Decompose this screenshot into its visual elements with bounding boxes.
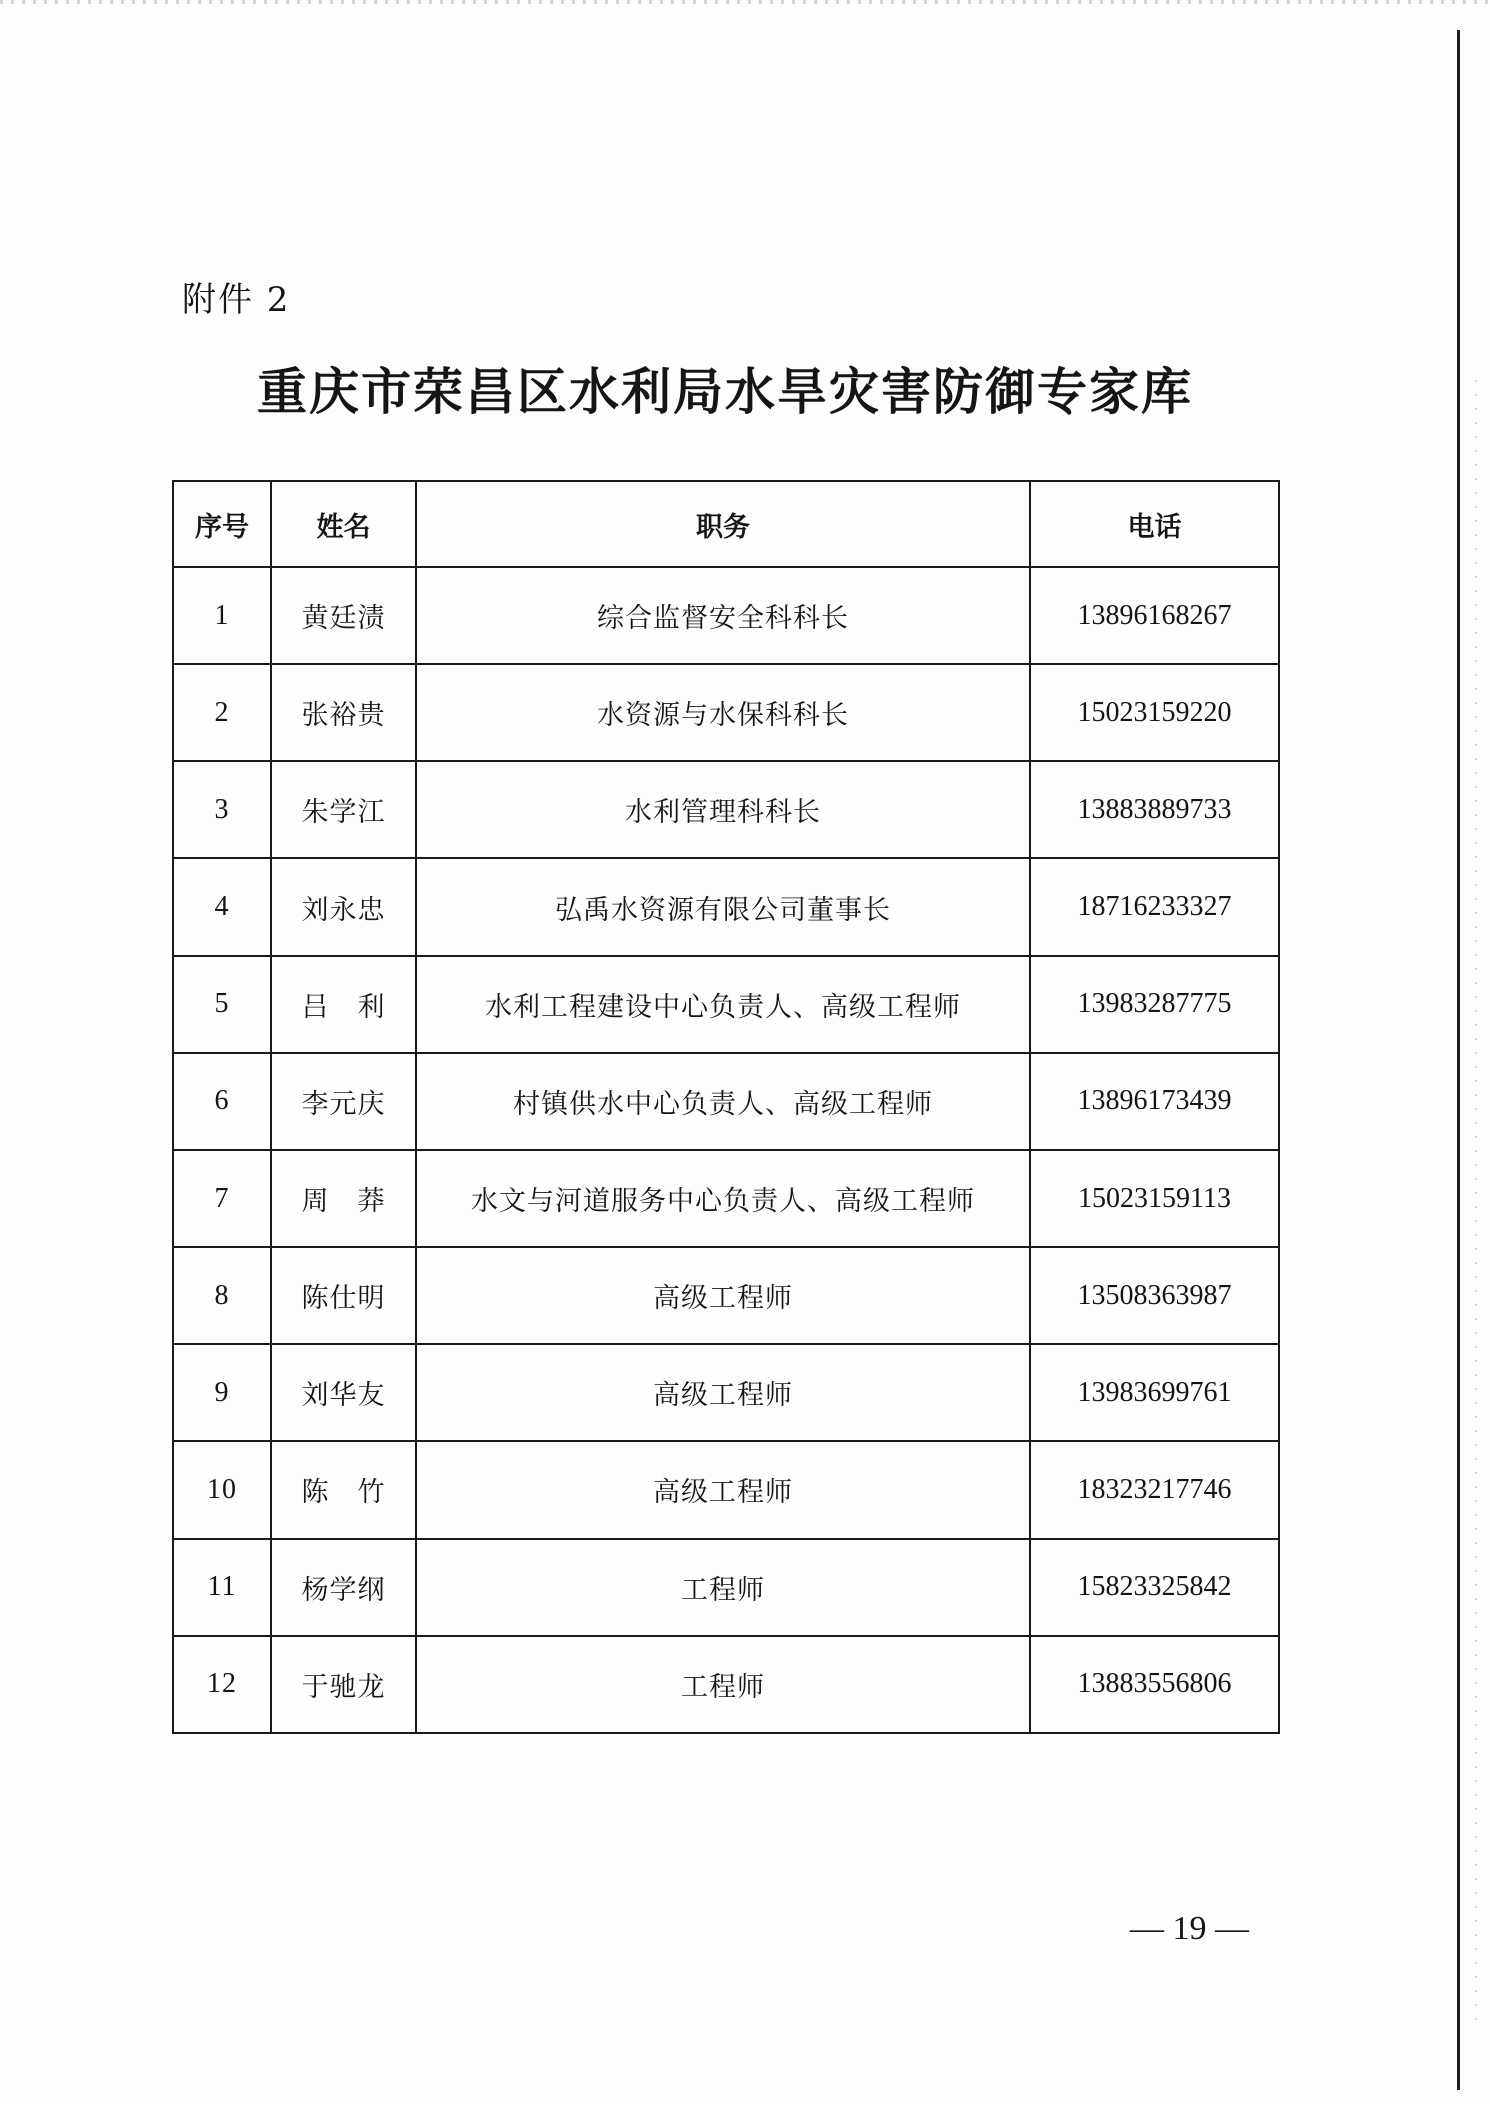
- cell-position: 水文与河道服务中心负责人、高级工程师: [416, 1150, 1030, 1247]
- header-name: 姓名: [271, 481, 416, 567]
- cell-seq: 12: [173, 1636, 271, 1733]
- cell-seq: 3: [173, 761, 271, 858]
- cell-position: 工程师: [416, 1636, 1030, 1733]
- table-header-row: [173, 481, 1279, 567]
- cell-position: 弘禹水资源有限公司董事长: [416, 858, 1030, 955]
- scan-speck-column: [1475, 380, 1477, 2030]
- table-row: [173, 1636, 1279, 1733]
- cell-name: 陈 竹: [271, 1441, 416, 1538]
- table-row: [173, 761, 1279, 858]
- cell-phone: 15023159113: [1030, 1150, 1279, 1247]
- expert-table: [172, 480, 1280, 1734]
- header-phone: 电话: [1030, 481, 1279, 567]
- cell-seq: 8: [173, 1247, 271, 1344]
- cell-seq: 10: [173, 1441, 271, 1538]
- cell-name: 刘永忠: [271, 858, 416, 955]
- cell-name: 陈仕明: [271, 1247, 416, 1344]
- table-row: [173, 1150, 1279, 1247]
- table-row: [173, 956, 1279, 1053]
- cell-name: 吕 利: [271, 956, 416, 1053]
- cell-position: 水利工程建设中心负责人、高级工程师: [416, 956, 1030, 1053]
- cell-phone: 13883889733: [1030, 761, 1279, 858]
- cell-phone: 15823325842: [1030, 1539, 1279, 1636]
- table-row: [173, 1539, 1279, 1636]
- table-row: [173, 567, 1279, 664]
- attachment-label: 附件 2: [182, 280, 291, 320]
- scan-edge-right: [1457, 30, 1460, 2090]
- table-row: [173, 1344, 1279, 1441]
- cell-seq: 5: [173, 956, 271, 1053]
- cell-phone: 13896168267: [1030, 567, 1279, 664]
- cell-name: 杨学纲: [271, 1539, 416, 1636]
- cell-seq: 11: [173, 1539, 271, 1636]
- cell-seq: 2: [173, 664, 271, 761]
- cell-name: 李元庆: [271, 1053, 416, 1150]
- cell-position: 高级工程师: [416, 1247, 1030, 1344]
- cell-position: 高级工程师: [416, 1344, 1030, 1441]
- cell-name: 黄廷渍: [271, 567, 416, 664]
- cell-position: 高级工程师: [416, 1441, 1030, 1538]
- table-row: [173, 1441, 1279, 1538]
- page-number: — 19 —: [1130, 1910, 1249, 1947]
- cell-seq: 1: [173, 567, 271, 664]
- document-title: 重庆市荣昌区水利局水旱灾害防御专家库: [257, 363, 1193, 421]
- cell-seq: 4: [173, 858, 271, 955]
- cell-name: 周 莽: [271, 1150, 416, 1247]
- cell-name: 朱学江: [271, 761, 416, 858]
- cell-phone: 13983287775: [1030, 956, 1279, 1053]
- scan-edge-top: [0, 0, 1490, 4]
- cell-position: 村镇供水中心负责人、高级工程师: [416, 1053, 1030, 1150]
- cell-name: 于驰龙: [271, 1636, 416, 1733]
- cell-seq: 7: [173, 1150, 271, 1247]
- table-row: [173, 1053, 1279, 1150]
- cell-position: 工程师: [416, 1539, 1030, 1636]
- cell-position: 水利管理科科长: [416, 761, 1030, 858]
- table-row: [173, 664, 1279, 761]
- cell-position: 综合监督安全科科长: [416, 567, 1030, 664]
- cell-phone: 18323217746: [1030, 1441, 1279, 1538]
- cell-seq: 9: [173, 1344, 271, 1441]
- cell-name: 刘华友: [271, 1344, 416, 1441]
- cell-phone: 13896173439: [1030, 1053, 1279, 1150]
- cell-name: 张裕贵: [271, 664, 416, 761]
- table-row: [173, 858, 1279, 955]
- cell-phone: 18716233327: [1030, 858, 1279, 955]
- cell-phone: 13508363987: [1030, 1247, 1279, 1344]
- cell-phone: 13883556806: [1030, 1636, 1279, 1733]
- cell-seq: 6: [173, 1053, 271, 1150]
- cell-phone: 15023159220: [1030, 664, 1279, 761]
- table-row: [173, 1247, 1279, 1344]
- header-seq: 序号: [173, 481, 271, 567]
- header-position: 职务: [416, 481, 1030, 567]
- cell-position: 水资源与水保科科长: [416, 664, 1030, 761]
- cell-phone: 13983699761: [1030, 1344, 1279, 1441]
